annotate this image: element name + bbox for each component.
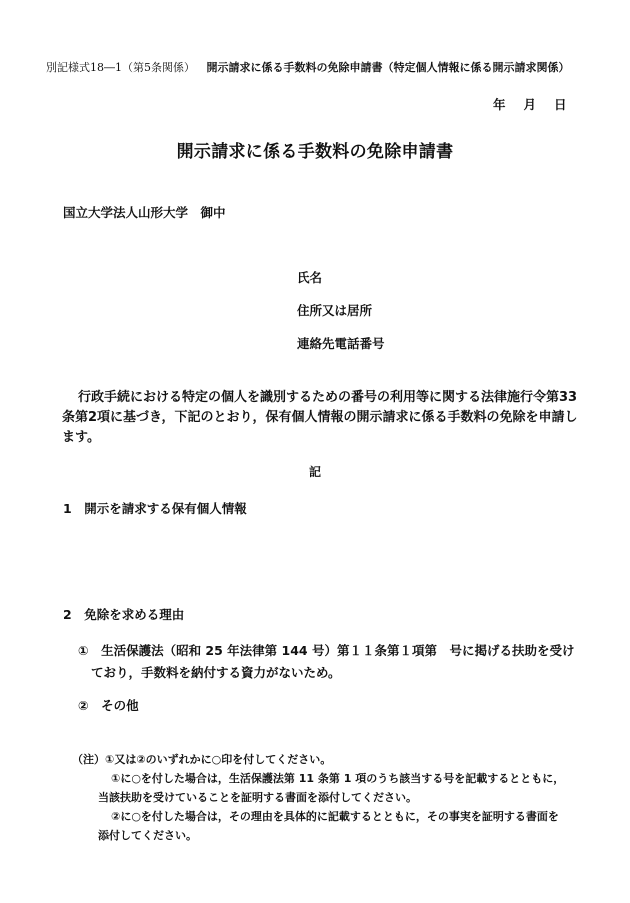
date-line <box>493 95 567 113</box>
note-line5: 添付してください。 <box>98 829 197 842</box>
section1-heading: 1 開示を請求する保有個人情報 <box>63 501 247 516</box>
reason2: ② その他 <box>78 698 139 713</box>
form-header <box>46 59 570 75</box>
addressee: 国立大学法人山形大学 御中 <box>63 205 226 220</box>
reason1 <box>78 640 598 684</box>
applicant-address-label: 住所又は居所 <box>297 303 373 318</box>
note-line2: ①に○を付した場合は，生活保護法第 11 条第 1 項のうち該当する号を記載するとともに， <box>111 772 565 785</box>
note-line3: 当該扶助を受けていることを証明する書面を添付してください。 <box>98 791 417 804</box>
note-line4: ②に○を付した場合は，その理由を具体的に記載するとともに，その事実を証明する書面を <box>111 810 559 823</box>
applicant-phone-label: 連絡先電話番号 <box>297 336 385 351</box>
note-line1: （注）①又は②のいずれかに○印を付してください。 <box>72 753 332 766</box>
ki-heading: 記 <box>308 465 321 479</box>
section2-heading: 2 免除を求める理由 <box>63 607 185 622</box>
date-day: 日 <box>554 97 567 112</box>
date-month: 月 <box>523 97 537 112</box>
document-title: 開示請求に係る手数料の免除申請書 <box>176 142 454 162</box>
form-header-title: 開示請求に係る手数料の免除申請書（特定個人情報に係る開示請求関係） <box>206 61 570 74</box>
request-body <box>62 388 582 448</box>
applicant-name-label: 氏名 <box>297 270 323 285</box>
reason1-line1: ① 生活保護法（昭和 25 年法律第 144 号）第１１条第１項第 号に掲げる扶助を受け <box>78 643 575 658</box>
form-label: 別記様式18―1（第5条関係） <box>46 61 195 74</box>
request-body-text: 行政手続における特定の個人を識別するための番号の利用等に関する法律施行令第33条第2項に基づき，下記のとおり，保有個人情報の開示請求に係る手数料の免除を申請します。 <box>62 390 578 445</box>
reason1-line2: ており，手数料を納付する資力がないため。 <box>91 665 341 680</box>
date-year: 年 <box>493 97 506 112</box>
